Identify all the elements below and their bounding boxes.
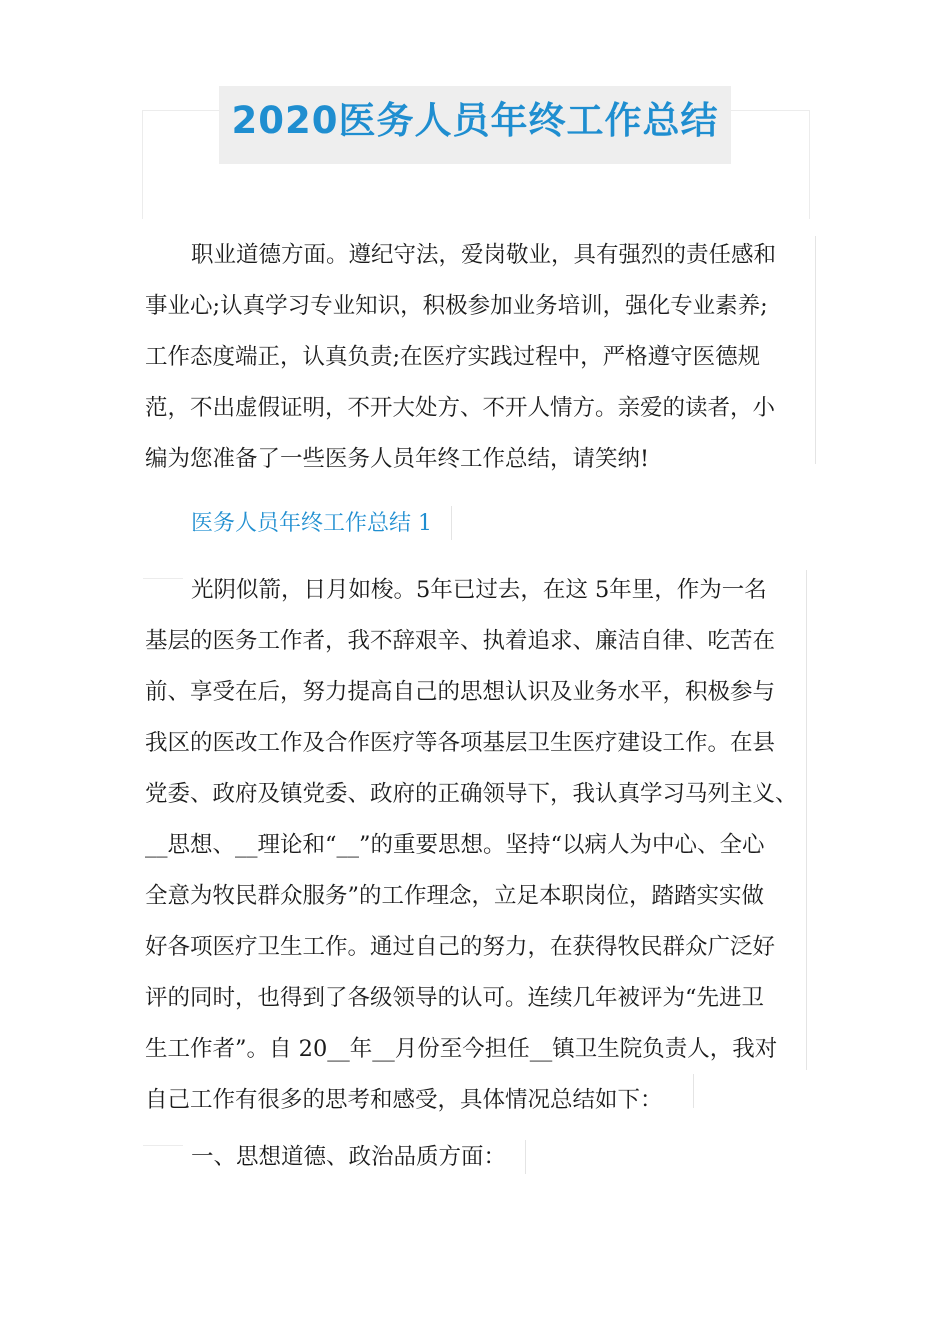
section-heading: 医务人员年终工作总结 1: [191, 511, 432, 536]
paragraph-line: 党委、政府及镇党委、政府的正确领导下，我认真学习马列主义、: [145, 781, 798, 807]
paragraph-line: __思想、__理论和“__”的重要思想。坚持“以病人为中心、全心: [145, 832, 765, 858]
paragraph-line: 范，不出虚假证明，不开大处方、不开人情方。亲爱的读者，小: [145, 395, 776, 421]
paragraph-line: 光阴似箭，日月如梭。5年已过去，在这 5年里，作为一名: [191, 577, 767, 603]
paragraph-line: 职业道德方面。遵纪守法，爱岗敬业，具有强烈的责任感和: [191, 242, 777, 268]
paragraph-line: 基层的医务工作者，我不辞艰辛、执着追求、廉洁自律、吃苦在: [145, 628, 776, 654]
text-boundary-line: [525, 1140, 526, 1174]
paragraph-line: 工作态度端正，认真负责;在医疗实践过程中，严格遵守医德规: [145, 344, 761, 370]
text-boundary-line: [451, 506, 452, 540]
body-paragraph: [145, 565, 817, 1126]
paragraph-line: 前、享受在后，努力提高自己的思想认识及业务水平，积极参与: [145, 679, 776, 705]
paragraph-line: 我区的医改工作及合作医疗等各项基层卫生医疗建设工作。在县: [145, 730, 776, 756]
paragraph-line: 生工作者”。自 20__年__月份至今担任__镇卫生院负责人，我对: [145, 1036, 778, 1062]
paragraph-line: 评的同时，也得到了各级领导的认可。连续几年被评为“先进卫: [145, 985, 765, 1011]
text-boundary-line: [815, 236, 816, 464]
paragraph-line: 编为您准备了一些医务人员年终工作总结，请笑纳!: [145, 446, 650, 472]
subsection-heading: 一、思想道德、政治品质方面：: [191, 1144, 507, 1170]
paragraph-line: 自己工作有很多的思考和感受，具体情况总结如下：: [145, 1087, 663, 1113]
intro-paragraph: [145, 230, 817, 485]
document-title: 2020医务人员年终工作总结: [231, 99, 719, 142]
subsection-paragraph: [145, 1132, 817, 1183]
paragraph-line: 好各项医疗卫生工作。通过自己的努力，在获得牧民群众广泛好: [145, 934, 776, 960]
text-boundary-line: [693, 1074, 694, 1108]
paragraph-line: 事业心;认真学习专业知识，积极参加业务培训，强化专业素养;: [145, 293, 768, 319]
text-boundary-line: [806, 570, 807, 1070]
paragraph-line: 全意为牧民群众服务”的工作理念，立足本职岗位，踏踏实实做: [145, 883, 765, 909]
